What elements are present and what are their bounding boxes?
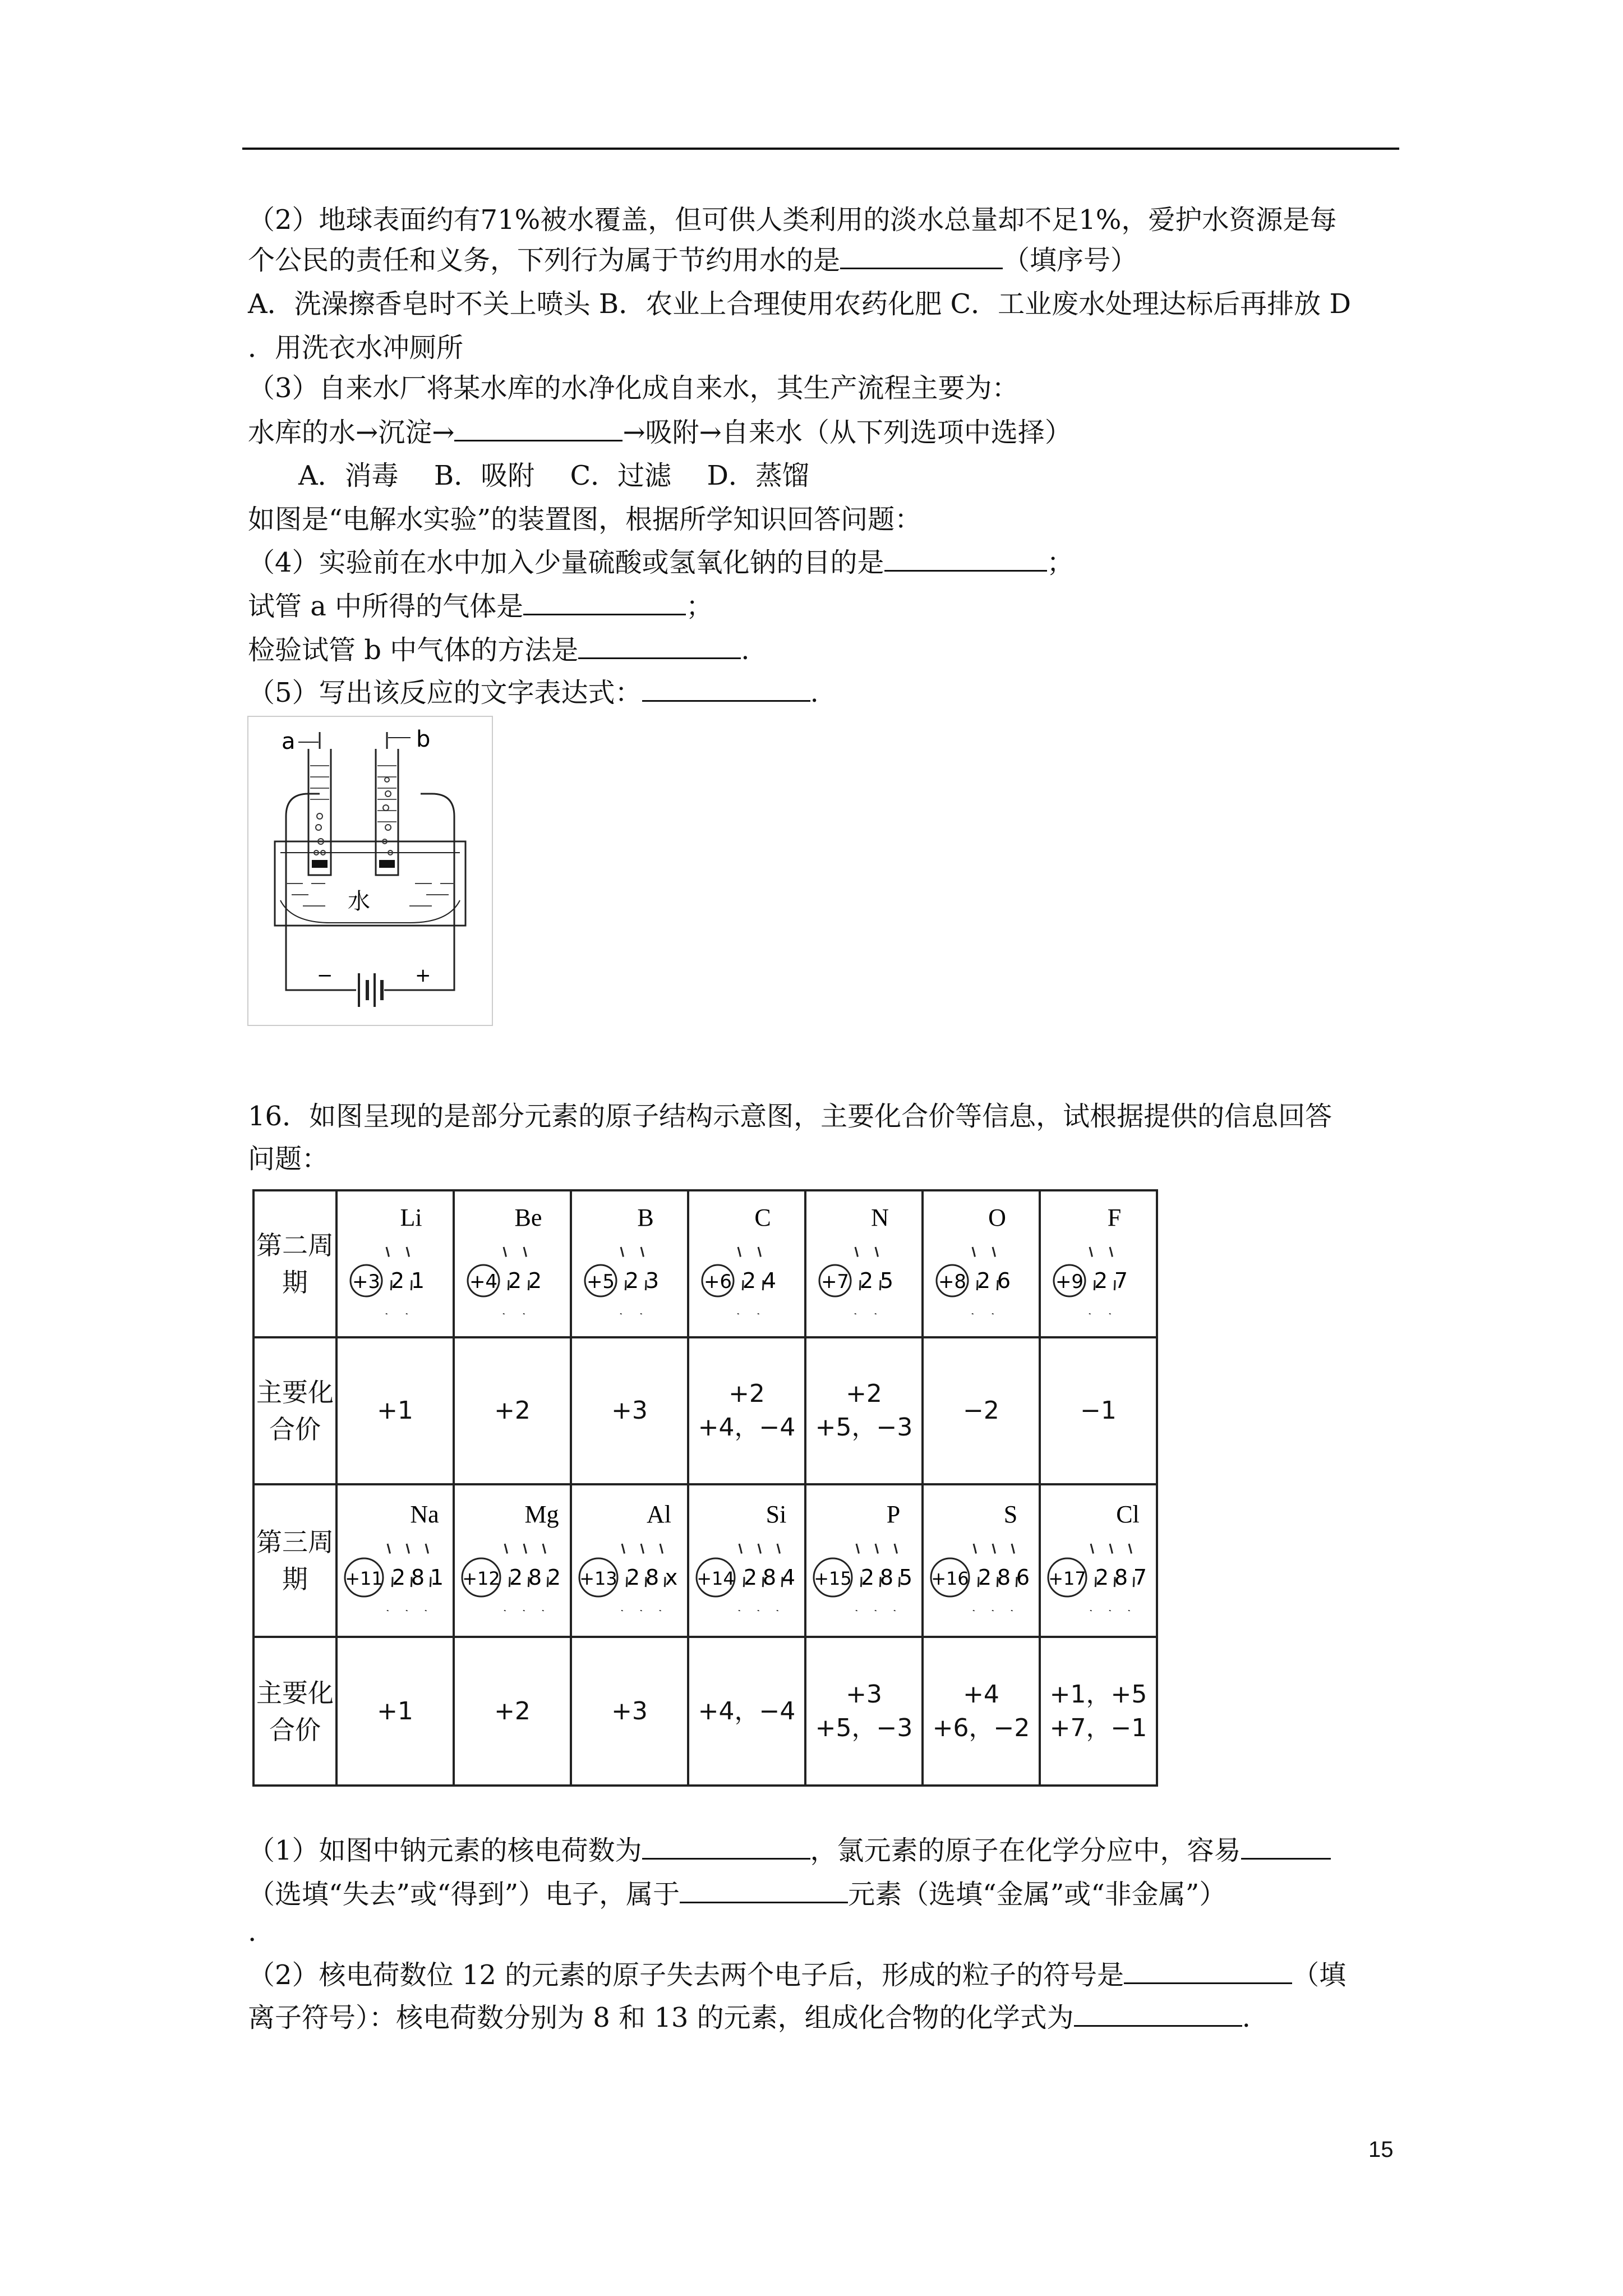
header-rule <box>242 148 1399 150</box>
shell-electron-count: 1 <box>430 1565 444 1590</box>
shell-electron-count: 6 <box>1016 1565 1030 1590</box>
element-cell <box>571 1190 688 1337</box>
shell-electron-count: x <box>665 1565 677 1590</box>
shell-electron-count: 2 <box>1095 1565 1109 1590</box>
valence-cell <box>1040 1637 1157 1786</box>
shell-electron-count: 2 <box>859 1268 873 1293</box>
element-cell <box>571 1484 688 1637</box>
nucleus-charge: +13 <box>579 1568 617 1589</box>
valence-value: +3 <box>611 1396 648 1425</box>
q16-sub2-line1: （2）核电荷数位 12 的元素的原子失去两个电子后，形成的粒子的符号是 （填 <box>248 1958 1346 1992</box>
valence-value: +1 <box>377 1696 413 1726</box>
atom-diagram <box>574 1197 686 1331</box>
nucleus-charge: +4 <box>469 1271 497 1293</box>
shell-electron-count: 8 <box>528 1565 542 1590</box>
atom-diagram <box>457 1493 569 1628</box>
element-cell <box>688 1484 805 1637</box>
atom-diagram <box>691 1493 803 1628</box>
shell-electron-count: 8 <box>997 1565 1011 1590</box>
shell-electron-count: 2 <box>625 1268 639 1293</box>
water-label: 水 <box>348 889 370 914</box>
valence-cell <box>805 1337 923 1484</box>
valence-value: +2 <box>728 1379 765 1408</box>
valence-value: +2 <box>494 1696 531 1726</box>
q15-part4-line3: 检验试管 b 中气体的方法是 . <box>248 633 750 667</box>
shell-electron-count: 8 <box>411 1565 425 1590</box>
valence-value: +4，−4 <box>698 1696 796 1726</box>
valence-value: +1 <box>377 1396 413 1425</box>
shell-electron-count: 4 <box>762 1268 776 1293</box>
valence-value: −2 <box>963 1396 999 1425</box>
q15-part4-line2: 试管 a 中所得的气体是 ； <box>248 589 713 623</box>
nucleus-charge: +8 <box>938 1271 966 1293</box>
valence-cell <box>336 1637 454 1786</box>
element-symbol: Cl <box>1115 1501 1140 1528</box>
nucleus-charge: +5 <box>586 1271 615 1293</box>
element-cell <box>1040 1190 1157 1337</box>
valence-value: +3 <box>611 1696 648 1726</box>
q16-stem-line1: 16．如图呈现的是部分元素的原子结构示意图，主要化合价等信息，试根据提供的信息回答 <box>248 1101 1332 1132</box>
row-header: 主要化合价 <box>253 1637 336 1786</box>
q15-part3-choices: A．消毒 B．吸附 C．过滤 D．蒸馏 <box>298 460 809 491</box>
nucleus-charge: +6 <box>703 1271 732 1293</box>
element-symbol: F <box>1107 1204 1121 1231</box>
shell-electron-count: 2 <box>547 1565 561 1590</box>
atom-diagram <box>339 1493 451 1628</box>
answer-blank[interactable] <box>642 675 810 702</box>
element-symbol: Be <box>514 1204 542 1231</box>
q15-part2-options-cont: ．用洗衣水冲厕所 <box>248 332 464 364</box>
answer-blank[interactable] <box>680 1877 848 1903</box>
element-symbol: C <box>754 1204 771 1231</box>
atom-diagram <box>1043 1493 1155 1628</box>
q16-sub1-line2: （选填“失去”或“得到”）电子，属于 元素（选填“金属”或“非金属”） <box>248 1877 1226 1911</box>
shell-electron-count: 2 <box>391 1565 405 1590</box>
shell-electron-count: 2 <box>508 1268 522 1293</box>
valence-value: +6，−2 <box>932 1713 1030 1742</box>
q15-part3-line1: （3）自来水厂将某水库的水净化成自来水，其生产流程主要为： <box>248 372 1019 404</box>
answer-blank[interactable] <box>1124 1958 1292 1984</box>
valence-value: +4 <box>963 1680 999 1709</box>
nucleus-charge: +12 <box>462 1568 500 1589</box>
shell-electron-count: 2 <box>976 1268 990 1293</box>
valence-cell <box>336 1337 454 1484</box>
minus-label: − <box>317 964 333 987</box>
shell-electron-count: 2 <box>742 1268 756 1293</box>
valence-value: +5，−3 <box>815 1713 913 1742</box>
atom-diagram <box>574 1493 686 1628</box>
row-header: 第三周期 <box>253 1484 336 1637</box>
valence-cell <box>571 1337 688 1484</box>
element-symbol: Na <box>409 1501 439 1528</box>
element-cell <box>1040 1484 1157 1637</box>
valence-value: +5，−3 <box>815 1413 913 1442</box>
shell-electron-count: 4 <box>781 1565 795 1590</box>
valence-cell <box>923 1337 1040 1484</box>
nucleus-charge: +9 <box>1055 1271 1083 1293</box>
answer-blank[interactable] <box>578 633 741 659</box>
element-cell <box>454 1190 571 1337</box>
shell-electron-count: 7 <box>1133 1565 1147 1590</box>
answer-blank[interactable] <box>523 589 686 615</box>
q16-stem-line2: 问题： <box>248 1143 329 1175</box>
answer-blank[interactable] <box>1241 1833 1331 1860</box>
element-symbol: Li <box>399 1204 422 1231</box>
q15-part2-line2: 个公民的责任和义务，下列行为属于节约用水的是 （填序号） <box>248 243 1137 277</box>
element-cell <box>923 1484 1040 1637</box>
answer-blank[interactable] <box>642 1833 810 1860</box>
valence-value: +2 <box>846 1379 882 1408</box>
element-cell <box>923 1190 1040 1337</box>
element-symbol: Al <box>646 1501 671 1528</box>
period2-valence-row <box>253 1337 1157 1484</box>
atom-diagram <box>808 1493 920 1628</box>
electrolysis-apparatus-figure <box>247 715 494 1027</box>
nucleus-charge: +16 <box>930 1568 969 1589</box>
valence-cell <box>923 1637 1040 1786</box>
shell-electron-count: 2 <box>528 1268 542 1293</box>
answer-blank[interactable] <box>454 415 623 441</box>
element-symbol: Si <box>766 1501 786 1528</box>
element-symbol: B <box>637 1204 654 1231</box>
tube-a-label: a <box>282 729 296 754</box>
valence-cell <box>454 1337 571 1484</box>
valence-cell <box>805 1637 923 1786</box>
valence-value: +4，−4 <box>698 1413 796 1442</box>
element-symbol: P <box>886 1501 900 1528</box>
atom-diagram <box>339 1197 451 1331</box>
shell-electron-count: 2 <box>860 1565 874 1590</box>
q16-sub2-line2: 离子符号）：核电荷数分别为 8 和 13 的元素，组成化合物的化学式为 . <box>248 2000 1251 2035</box>
element-cell <box>805 1484 923 1637</box>
element-structure-table <box>252 1189 1158 1787</box>
tube-b-label: b <box>416 726 431 752</box>
element-cell <box>336 1484 454 1637</box>
answer-blank[interactable] <box>884 545 1047 572</box>
shell-electron-count: 7 <box>1114 1268 1128 1293</box>
valence-cell <box>1040 1337 1157 1484</box>
shell-electron-count: 8 <box>1114 1565 1128 1590</box>
element-cell <box>688 1190 805 1337</box>
nucleus-charge: +15 <box>813 1568 852 1589</box>
valence-cell <box>454 1637 571 1786</box>
shell-electron-count: 2 <box>1094 1268 1108 1293</box>
shell-electron-count: 8 <box>762 1565 776 1590</box>
valence-cell <box>571 1637 688 1786</box>
shell-electron-count: 5 <box>879 1268 893 1293</box>
atom-diagram <box>808 1197 920 1331</box>
atom-diagram <box>691 1197 803 1331</box>
nucleus-charge: +3 <box>352 1271 380 1293</box>
q15-part4-line1: （4）实验前在水中加入少量硫酸或氢氧化钠的目的是 ； <box>248 545 1074 579</box>
valence-value: +7，−1 <box>1049 1713 1147 1742</box>
period3-valence-row <box>253 1637 1157 1786</box>
q15-part2-line1: （2）地球表面约有71%被水覆盖，但可供人类利用的淡水总量却不足1%，爱护水资源是每 <box>248 204 1337 236</box>
element-symbol: O <box>988 1204 1006 1231</box>
element-symbol: S <box>1003 1501 1017 1528</box>
nucleus-charge: +14 <box>696 1568 735 1589</box>
element-symbol: N <box>870 1204 889 1231</box>
row-header: 第二周期 <box>253 1190 336 1337</box>
nucleus-charge: +17 <box>1048 1568 1086 1589</box>
row-header: 主要化合价 <box>253 1337 336 1484</box>
period2-row <box>253 1190 1157 1337</box>
shell-electron-count: 2 <box>743 1565 757 1590</box>
answer-blank[interactable] <box>1074 2000 1242 2027</box>
q15-part3-flow: 水库的水→沉淀→ →吸附→自来水（从下列选项中选择） <box>248 415 1072 449</box>
valence-value: −1 <box>1080 1396 1117 1425</box>
page-number: 15 <box>1368 2137 1394 2162</box>
valence-value: +1，+5 <box>1049 1680 1147 1709</box>
element-cell <box>336 1190 454 1337</box>
shell-electron-count: 5 <box>898 1565 912 1590</box>
atom-diagram <box>1043 1197 1155 1331</box>
valence-value: +3 <box>846 1680 882 1709</box>
valence-cell <box>688 1337 805 1484</box>
answer-blank[interactable] <box>840 243 1003 269</box>
shell-electron-count: 2 <box>978 1565 992 1590</box>
shell-electron-count: 2 <box>626 1565 640 1590</box>
plus-label: + <box>415 964 431 987</box>
valence-value: +2 <box>494 1396 531 1425</box>
atom-diagram <box>925 1493 1038 1628</box>
electron-shell-arc <box>660 1544 665 1611</box>
q15-part2-options: A．洗澡擦香皂时不关上喷头 B．农业上合理使用农药化肥 C．工业废水处理达标后再排放 D <box>248 288 1351 320</box>
period3-row <box>253 1484 1157 1637</box>
nucleus-charge: +11 <box>344 1568 383 1589</box>
element-symbol: Mg <box>524 1501 559 1528</box>
q16-sub1-line1: （1）如图中钠元素的核电荷数为 ，氯元素的原子在化学分应中，容易 <box>248 1833 1331 1867</box>
shell-electron-count: 1 <box>411 1268 425 1293</box>
q16-sub1-line3: . <box>248 1916 257 1948</box>
q15-part5: （5）写出该反应的文字表达式： . <box>248 675 819 710</box>
atom-diagram <box>925 1197 1038 1331</box>
shell-electron-count: 3 <box>645 1268 659 1293</box>
shell-electron-count: 2 <box>390 1268 404 1293</box>
shell-electron-count: 6 <box>997 1268 1011 1293</box>
valence-cell <box>688 1637 805 1786</box>
atom-diagram <box>457 1197 569 1331</box>
shell-electron-count: 8 <box>879 1565 893 1590</box>
shell-electron-count: 8 <box>645 1565 659 1590</box>
nucleus-charge: +7 <box>820 1271 849 1293</box>
element-cell <box>805 1190 923 1337</box>
element-cell <box>454 1484 571 1637</box>
shell-electron-count: 2 <box>509 1565 523 1590</box>
q15-intro: 如图是“电解水实验”的装置图，根据所学知识回答问题： <box>248 504 922 535</box>
